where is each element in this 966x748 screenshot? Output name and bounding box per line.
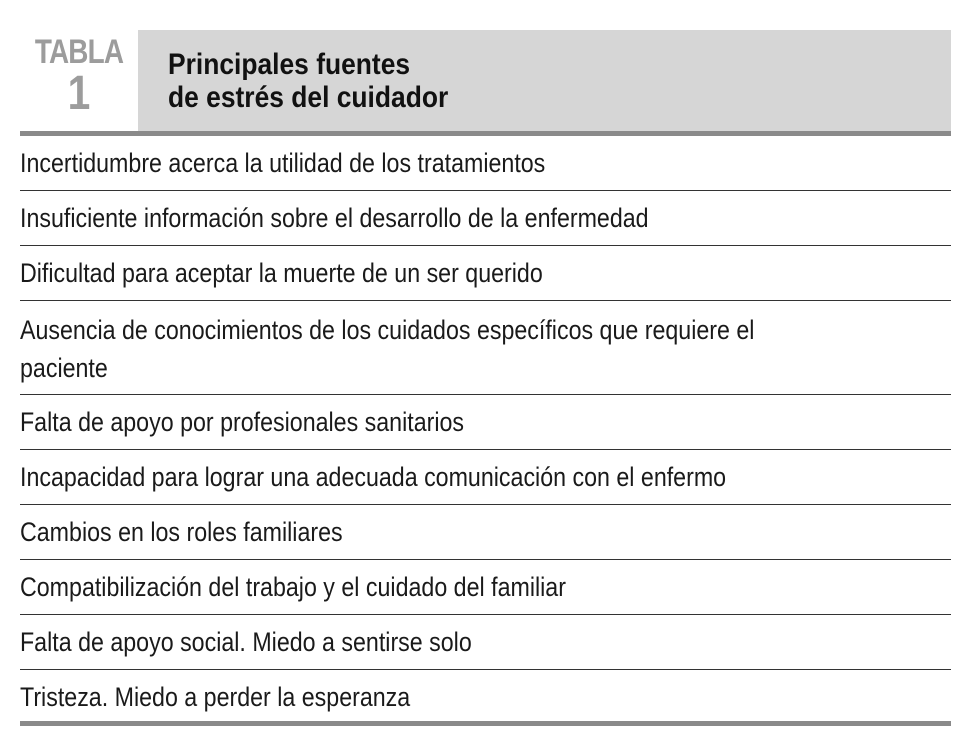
table-row [20,191,951,246]
table [20,30,951,726]
row-text: Ausencia de conocimientos de los cuidados específicos que requiere el paciente [20,315,755,383]
row-text: Tristeza. Miedo a perder la esperanza [20,682,411,712]
table-row [20,301,951,395]
table-label-word: TABLA [34,33,124,71]
table-row [20,136,951,191]
table-row [20,246,951,301]
table-row [20,670,951,726]
row-text: Incapacidad para lograr una adecuada comunicación con el enfermo [20,462,727,492]
row-text: Insuficiente información sobre el desarrollo de la enfermedad [20,203,649,233]
row-text: Cambios en los roles familiares [20,517,343,547]
table-label-number: 1 [67,67,91,120]
row-text: Dificultad para aceptar la muerte de un ser querido [20,258,543,288]
table-label [20,30,138,131]
table-row [20,395,951,450]
row-text: Falta de apoyo social. Miedo a sentirse solo [20,627,472,657]
table-row [20,450,951,505]
table-row [20,615,951,670]
table-title [138,30,951,131]
table-header [20,30,951,136]
table-row [20,505,951,560]
table-title-line-2: de estrés del cuidador [168,81,449,114]
row-text: Compatibilización del trabajo y el cuidado del familiar [20,572,566,602]
table-title-line-1: Principales fuentes [168,48,411,81]
table-body [20,136,951,726]
row-text: Incertidumbre acerca la utilidad de los tratamientos [20,148,546,178]
table-row [20,560,951,615]
row-text: Falta de apoyo por profesionales sanitarios [20,407,465,437]
